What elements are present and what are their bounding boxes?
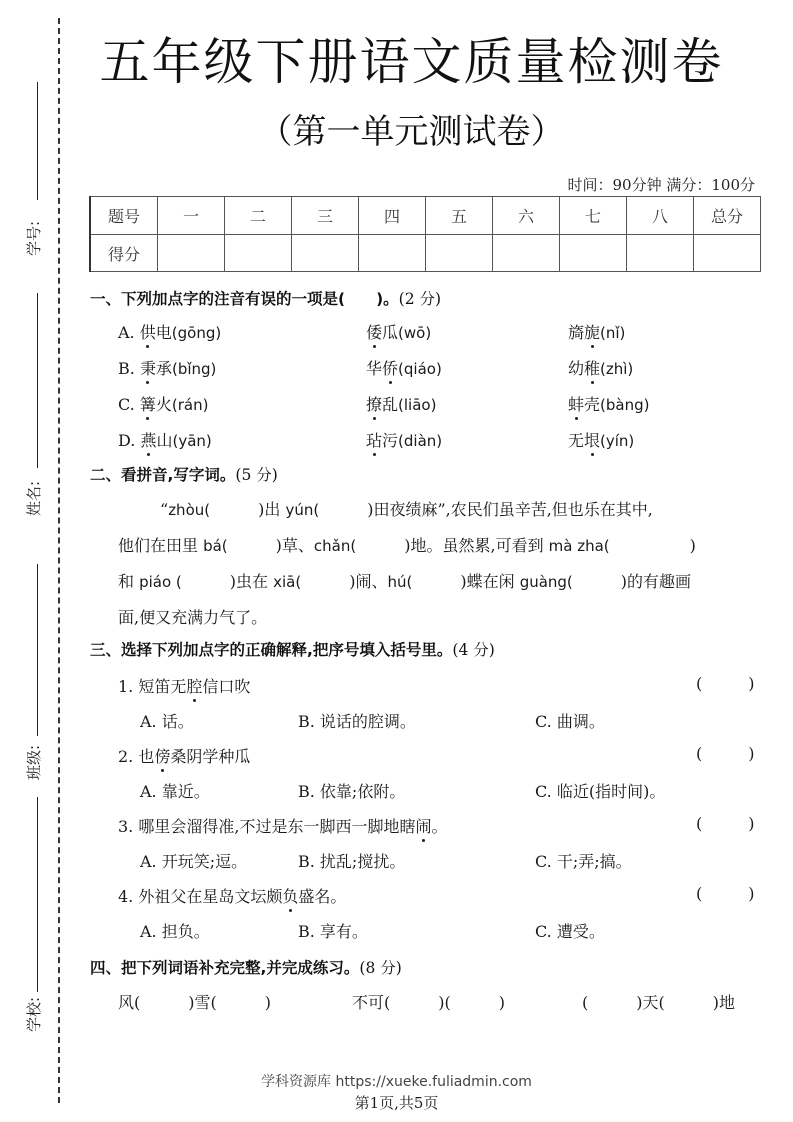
stem-text: 1. 短笛无 [118, 677, 187, 696]
option-item [568, 320, 625, 343]
option-label[interactable]: A. [118, 323, 140, 342]
section-1-title: 一、下列加点字的注音有误的一项是( )。 [90, 290, 399, 308]
stem-text: 。 [431, 817, 448, 836]
option-item [366, 428, 442, 451]
word-part: 乱 [382, 395, 399, 414]
word-part: 瓜 [382, 323, 399, 342]
score-table-column: 七 [560, 197, 627, 235]
score-table [89, 196, 761, 272]
choice-option[interactable]: C. 临近(指时间)。 [535, 782, 666, 801]
passage-line [118, 605, 267, 628]
score-table-row-label: 得分 [90, 235, 158, 272]
passage-text: )地。虽然累,可看到 [356, 536, 549, 555]
pinyin: (wō) [398, 324, 432, 342]
binding-dashed-line [58, 18, 60, 1103]
pinyin: (rán) [171, 396, 209, 414]
passage-text: )闹、 [301, 572, 388, 591]
dotted-char: 撩 [366, 395, 383, 414]
option-item [118, 428, 212, 451]
dotted-char: 负 [282, 887, 299, 906]
stem-text: 盛名。 [298, 887, 347, 906]
dotted-char: 傍 [154, 747, 171, 766]
pinyin: (zhì) [600, 360, 634, 378]
option-item [366, 320, 431, 343]
school-underline[interactable] [37, 797, 38, 992]
score-table-column: 四 [359, 197, 426, 235]
choice-option[interactable]: C. 干;弄;搞。 [535, 852, 632, 871]
word-part: 旖 [568, 323, 585, 342]
score-table-score-row [90, 235, 761, 272]
school-label: 学校: [25, 996, 44, 1033]
choice-option[interactable]: A. 担负。 [140, 922, 210, 941]
pinyin-blank[interactable]: xiā( [273, 573, 302, 591]
pinyin: (diàn) [398, 432, 443, 450]
choice-option[interactable]: B. 说话的腔调。 [298, 712, 416, 731]
dotted-char: 腔 [186, 677, 203, 696]
dotted-char: 旎 [584, 323, 601, 342]
score-table-column: 二 [225, 197, 292, 235]
student-id-label: 学号: [25, 220, 44, 257]
passage-text: 和 [118, 572, 140, 591]
dotted-char: 燕 [140, 431, 157, 450]
paren-close: ) [748, 744, 755, 763]
passage-text: )的有趣画 [572, 572, 692, 591]
answer-paren[interactable] [696, 814, 755, 833]
passage-text: )草、 [227, 536, 314, 555]
answer-paren[interactable] [696, 674, 755, 693]
pinyin: (liāo) [398, 396, 437, 414]
idiom-blank[interactable]: 不可( )( ) [352, 993, 505, 1012]
section-3-heading [90, 638, 495, 660]
section-2-title: 二、看拼音,写字词。 [90, 466, 236, 484]
stem-text: 4. 外祖父在星岛文坛颇 [118, 887, 283, 906]
pinyin: (gōng) [171, 324, 222, 342]
stem-text: 信口吹 [202, 677, 251, 696]
pinyin-blank[interactable]: zhòu( [168, 501, 211, 519]
word-part: 幼 [568, 359, 585, 378]
pinyin-blank[interactable]: yún( [285, 501, 320, 519]
paren-close: ) [748, 884, 755, 903]
stem-text: 桑阴学种瓜 [170, 747, 251, 766]
score-cell[interactable] [627, 235, 694, 272]
dotted-char: 稚 [584, 359, 601, 378]
passage-text: )蝶在闲 [412, 572, 520, 591]
choice-option[interactable]: A. 开玩笑;逗。 [140, 852, 248, 871]
dotted-char: 闹 [415, 817, 432, 836]
score-cell[interactable] [493, 235, 560, 272]
pinyin-blank[interactable]: chǎn( [313, 537, 357, 555]
word-part: 承 [155, 359, 172, 378]
name-label: 姓名: [25, 480, 44, 517]
score-cell[interactable] [359, 235, 426, 272]
score-cell[interactable] [426, 235, 493, 272]
option-label[interactable]: B. [118, 359, 140, 378]
option-item [118, 320, 221, 343]
score-cell[interactable] [694, 235, 761, 272]
paren-close: ) [748, 814, 755, 833]
word-part: 华 [366, 359, 383, 378]
choice-option[interactable]: C. 遭受。 [535, 922, 605, 941]
page-subtitle: （第一单元测试卷） [258, 112, 565, 152]
choice-option[interactable]: C. 曲调。 [535, 712, 605, 731]
paren-open: ( [696, 674, 703, 693]
score-table-column: 一 [158, 197, 225, 235]
question-stem [118, 884, 346, 907]
section-4-title: 四、把下列词语补充完整,并完成练习。 [90, 959, 360, 977]
passage-text: 面,便又充满力气了。 [118, 608, 268, 627]
score-cell[interactable] [560, 235, 627, 272]
word-part: 电 [155, 323, 172, 342]
score-cell[interactable] [225, 235, 292, 272]
section-4-points: (8 分) [359, 959, 402, 977]
option-item [118, 356, 216, 379]
pinyin: (nǐ) [600, 324, 626, 342]
pinyin-blank[interactable]: bá( [203, 537, 228, 555]
answer-paren[interactable] [696, 744, 755, 763]
option-item [568, 392, 649, 415]
score-table-column: 五 [426, 197, 493, 235]
paren-open: ( [696, 744, 703, 763]
exam-meta: 时间：90分钟 满分：100分 [567, 176, 755, 194]
dotted-char: 篝 [139, 395, 156, 414]
pinyin-blank[interactable]: hú( [387, 573, 413, 591]
passage-text: )出 [210, 500, 286, 519]
class-label: 班级: [25, 744, 44, 781]
pinyin: (bàng) [600, 396, 650, 414]
word-part: 壳 [584, 395, 601, 414]
idiom-blank[interactable]: ( )天( )地 [582, 993, 735, 1012]
word-part: 火 [155, 395, 172, 414]
paren-open: ( [696, 884, 703, 903]
question-stem [118, 814, 447, 837]
section-1-heading [90, 287, 441, 309]
section-2-heading [90, 463, 278, 485]
word-part: 污 [382, 431, 399, 450]
paren-open: ( [696, 814, 703, 833]
passage-line [118, 533, 696, 556]
option-item [568, 428, 634, 451]
question-stem [118, 744, 250, 767]
score-cell[interactable] [158, 235, 225, 272]
idiom-blank[interactable]: 风( )雪( ) [118, 993, 271, 1012]
pinyin: (yān) [172, 432, 212, 450]
choice-option[interactable]: B. 依靠;依附。 [298, 782, 406, 801]
section-2-points: (5 分) [235, 466, 278, 484]
passage-text: “ [160, 500, 169, 519]
word-part: 无 [568, 431, 585, 450]
option-item [568, 356, 633, 379]
dotted-char: 玷 [366, 431, 383, 450]
score-cell[interactable] [292, 235, 359, 272]
option-item [118, 392, 208, 415]
pinyin: (bǐng) [171, 360, 217, 378]
score-table-column: 八 [627, 197, 694, 235]
section-1-points: (2 分) [398, 290, 442, 308]
question-stem [118, 674, 250, 697]
option-label[interactable]: C. [118, 395, 140, 414]
option-label[interactable]: D. [118, 431, 141, 450]
section-4-heading [90, 956, 402, 978]
pinyin-blank[interactable]: piáo ( [139, 573, 182, 591]
stem-text: 3. 哪里会溜得准,不过是东一脚西一脚地瞎 [118, 817, 416, 836]
page-number: 第1页,共5页 [354, 1094, 439, 1112]
passage-line [160, 497, 653, 520]
choice-option[interactable]: B. 扰乱;搅扰。 [298, 852, 406, 871]
dotted-char: 垠 [584, 431, 601, 450]
pinyin-blank[interactable]: mà zha( [548, 537, 610, 555]
section-3-points: (4 分) [452, 641, 495, 659]
choice-option[interactable]: B. 享有。 [298, 922, 368, 941]
pinyin-blank[interactable]: guàng( [519, 573, 573, 591]
score-table-column: 六 [493, 197, 560, 235]
dotted-char: 秉 [139, 359, 156, 378]
source-watermark: 学科资源库 https://xueke.fuliadmin.com [261, 1074, 532, 1090]
score-table-column: 三 [292, 197, 359, 235]
page-title: 五年级下册语文质量检测卷 [99, 33, 724, 91]
pinyin: (qiáo) [398, 360, 442, 378]
dotted-char: 蚌 [568, 395, 585, 414]
option-item [366, 392, 436, 415]
word-part: 山 [156, 431, 173, 450]
pinyin: (yín) [600, 432, 635, 450]
choice-option[interactable]: A. 靠近。 [140, 782, 210, 801]
stem-text: 2. 也 [118, 747, 155, 766]
class-underline[interactable] [37, 564, 38, 736]
dotted-char: 倭 [366, 323, 383, 342]
answer-paren[interactable] [696, 884, 755, 903]
score-table-row-label: 题号 [90, 197, 158, 235]
passage-text: )田夜绩麻”,农民们虽辛苦,但也乐在其中, [319, 500, 653, 519]
score-table-header-row [90, 197, 761, 235]
dotted-char: 侨 [382, 359, 399, 378]
passage-text: )虫在 [181, 572, 274, 591]
passage-line [118, 569, 691, 592]
passage-text: ) [609, 536, 696, 555]
option-item [366, 356, 442, 379]
paren-close: ) [748, 674, 755, 693]
name-underline[interactable] [37, 293, 38, 468]
choice-option[interactable]: A. 话。 [140, 712, 194, 731]
score-table-column: 总分 [694, 197, 761, 235]
dotted-char: 供 [139, 323, 156, 342]
passage-text: 他们在田里 [118, 536, 204, 555]
section-3-title: 三、选择下列加点字的正确解释,把序号填入括号里。 [90, 641, 453, 659]
